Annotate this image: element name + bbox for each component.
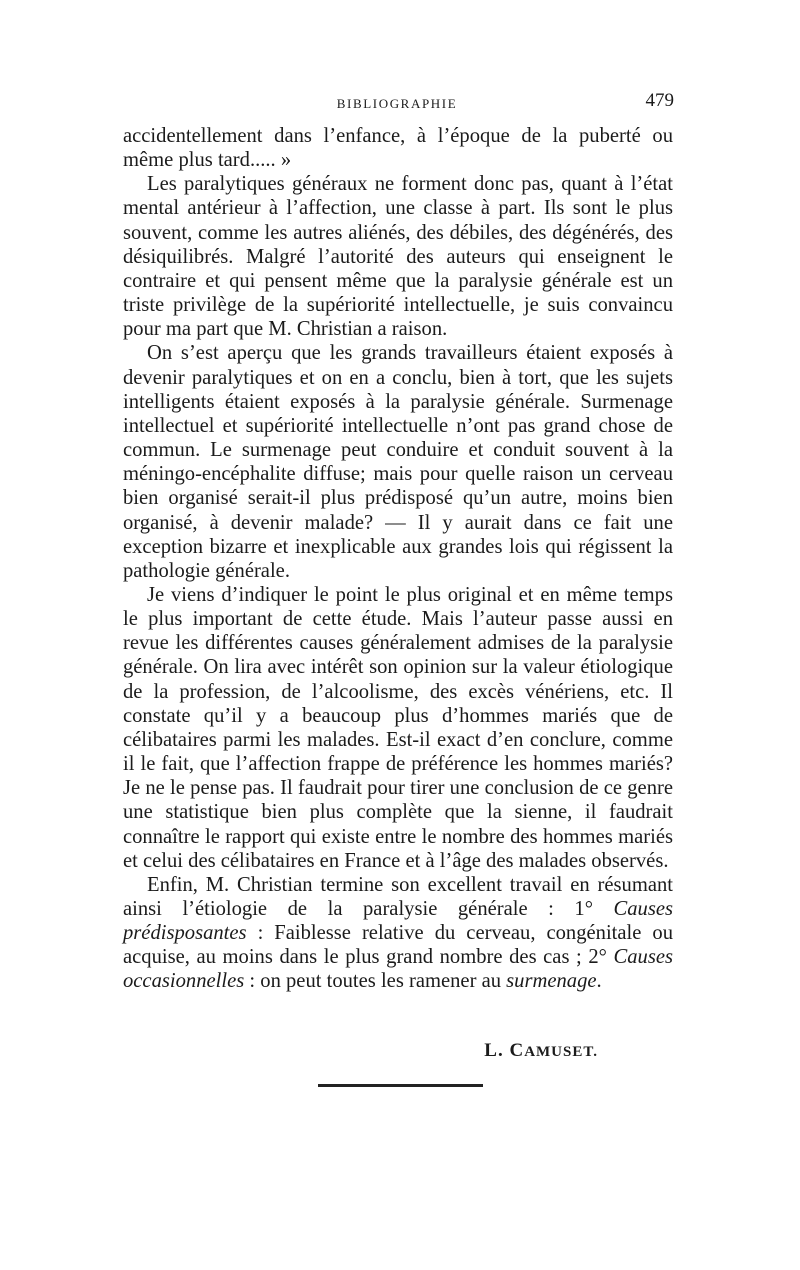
running-head [122, 92, 672, 116]
paragraph-2: Les paralytiques généraux ne forment donc pas, quant à l’état mental antérieur à l’affection, une classe à part. Ils sont le plus souvent, comme les autres aliénés, des débiles, des dégénérés, des désiquilibrés. Malgré l’autorité des auteurs qui enseignent le contraire et qui pensent même que la paralysie générale est un triste privilège de la supériorité intellectuelle, je suis convaincu pour ma part que M. Christian a raison. [123, 173, 673, 341]
paragraph-1: accidentellement dans l’enfance, à l’époque de la puberté ou même plus tard..... » [123, 125, 673, 172]
author-signature [123, 1040, 598, 1062]
paragraph-5-mid2: : on peut toutes les ramener au [244, 970, 507, 993]
page-number: 479 [645, 90, 674, 111]
body-text [123, 124, 673, 994]
signature-initial: L. C [484, 1040, 525, 1061]
paragraph-4: Je viens d’indiquer le point le plus original et en même temps le plus important de cette étude. Mais l’auteur passe aussi en revue les différentes causes généralement admises de la paralysie générale. On lira avec intérêt son opinion sur la valeur étiologique de la profession, de l’alcoolisme, des excès vénériens, etc. Il constate qu’il y a beaucoup plus d’hommes mariés que de célibataires parmi les malades. Est-il exact d’en conclure, comme il le fait, que l’affection frappe de préférence les hommes mariés? Je ne le pense pas. Il faudrait pour tirer une conclusion de ce genre une statistique bien plus complète que la sienne, il faudrait connaître le rapport qui existe entre le nombre des hommes mariés et celui des célibataires en France et à l’âge des malades observés. [123, 583, 673, 872]
paragraph-3: On s’est aperçu que les grands travailleurs étaient exposés à devenir paralytiques et on en a conclu, bien à tort, que les sujets intelligents étaient exposés à la paralysie générale. Surmenage intellectuel et supériorité intellectuelle n’ont pas grand chose de commun. Le surmenage peut conduire et conduit souvent à la méningo-encéphalite diffuse; mais pour quelle raison un cerveau bien organisé serait-il plus prédisposé qu’un autre, moins bien organisé, à devenir malade? — Il y aurait dans ce fait une exception bizarre et inexplicable aux grandes lois qui régissent la pathologie générale. [123, 342, 673, 582]
causes-predisposantes: Causes prédisposantes [123, 898, 673, 945]
paragraph-5 [123, 873, 673, 994]
running-title: BIBLIOGRAPHIE [336, 96, 458, 111]
surmenage: surmenage [506, 970, 597, 993]
signature-rest: AMUSET. [524, 1044, 598, 1060]
closing-rule [318, 1084, 483, 1087]
paragraph-5-mid: : Faiblesse relative du cerveau, congénitale ou acquise, au moins dans le plus grand nombre des cas ; 2° [123, 922, 673, 969]
paragraph-5-start: Enfin, M. Christian termine son excellent travail en résumant ainsi l’étiologie de la paralysie générale : 1° [123, 873, 673, 920]
paragraph-5-end: . [596, 970, 602, 993]
causes-occasionnelles: Causes occasionnelles [123, 946, 673, 993]
